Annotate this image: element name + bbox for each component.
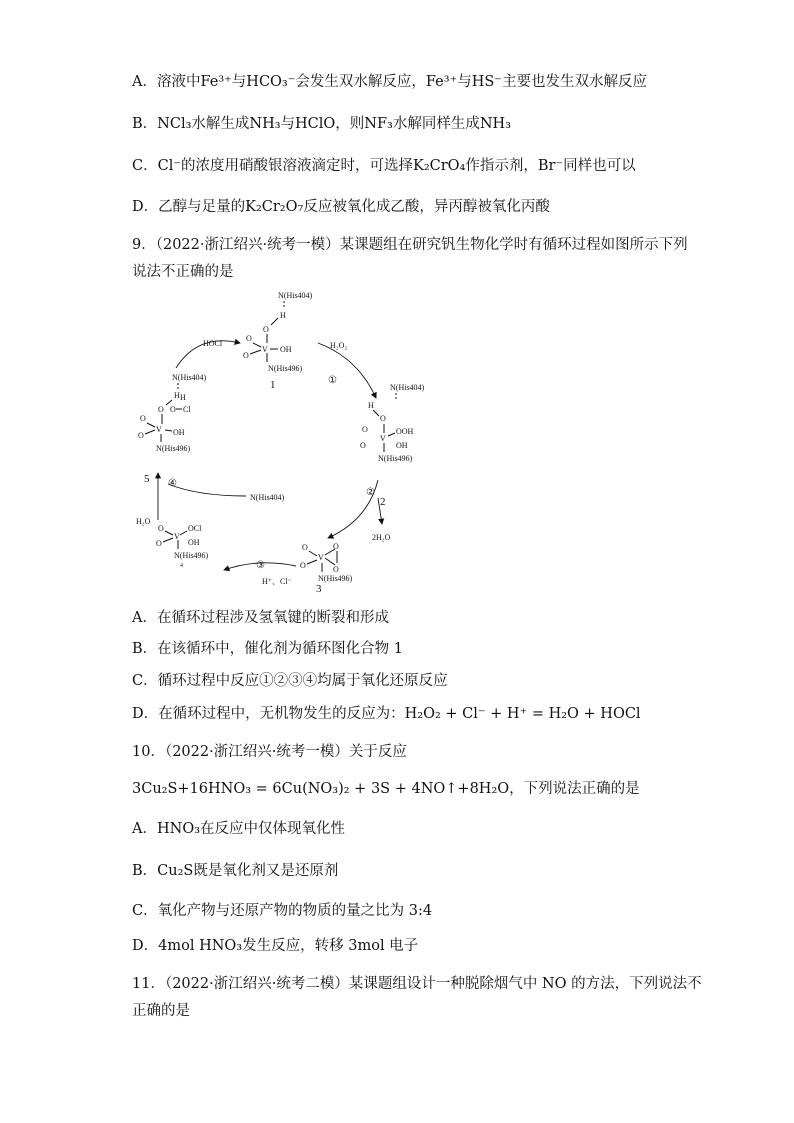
option-letter: B．: [132, 641, 158, 657]
q10-option-d: [132, 936, 418, 956]
option-text: 4mol HNO₃发生反应，转移 3mol 电子: [158, 938, 419, 954]
c3-o-left: O: [300, 561, 306, 570]
q11-stem-line1: 11．（2022·浙江绍兴·统考二模）某课题组设计一种脱除烟气中 NO 的方法，下列说法不: [132, 976, 702, 992]
q9-stem-line2: 说法不正确的是: [132, 264, 234, 280]
c5-o-left: O: [138, 431, 144, 440]
compound-number-2: 2: [380, 496, 386, 508]
option-text: 在循环过程中，无机物发生的反应为：H₂O₂ + Cl⁻ + H⁺ = H₂O + HOCl: [158, 706, 641, 722]
c4-o-top: O: [158, 524, 164, 533]
c4-n496: N(His496): [174, 551, 209, 560]
c3-o-ring2: O: [333, 565, 339, 574]
c5-n496: N(His496): [156, 444, 191, 453]
label-2h2o: 2H₂O: [372, 533, 391, 542]
c5-oh: OH: [173, 428, 185, 437]
c1-n496: N(His496): [268, 364, 303, 373]
q9-option-a: [132, 608, 389, 628]
c5-n404: N(His404): [172, 373, 207, 382]
q10-stem-line2: 3Cu₂S+16HNO₃ = 6Cu(NO₃)₂ + 3S + 4NO↑+8H₂O，下列说法正确的是: [132, 781, 640, 797]
c2-o-top: O: [362, 425, 368, 434]
label-h2o2: H₂O₂: [330, 341, 348, 350]
option-letter: D．: [132, 199, 159, 215]
c2-ooh: OOH: [396, 427, 414, 436]
q9-stem-line1: 9．（2022·浙江绍兴·统考一模）某课题组在研究钒生物化学时有循环过程如图所示下列: [132, 237, 688, 253]
c2-o: O: [380, 414, 386, 423]
q9-option-c: [132, 671, 448, 691]
option-text: Cl⁻的浓度用硝酸银溶液滴定时，可选择K₂CrO₄作指示剂，Br⁻同样也可以: [157, 158, 636, 174]
q9-option-d: [132, 704, 641, 724]
step-3: ③: [256, 560, 265, 571]
c3-o-ring1: O: [333, 542, 339, 551]
option-letter: A．: [132, 610, 157, 626]
c1-oh: OH: [280, 345, 292, 354]
option-text: 乙醇与足量的K₂Cr₂O₇反应被氧化成乙酸，异丙醇被氧化丙酸: [158, 199, 550, 215]
q8-option-d: [132, 197, 550, 217]
option-text: HNO₃在反应中仅体现氧化性: [156, 821, 346, 837]
c5-o: O: [158, 405, 164, 414]
compound-number-5: 5: [144, 473, 150, 485]
option-letter: C．: [132, 673, 158, 689]
c1-o: O: [263, 325, 269, 334]
option-letter: A．: [132, 821, 157, 837]
option-text: 溶液中Fe³⁺与HCO₃⁻会发生双水解反应，Fe³⁺与HS⁻主要也发生双水解反应: [156, 74, 647, 90]
c2-n496: N(His496): [378, 454, 413, 463]
compound-number-4: 4: [180, 563, 183, 569]
c5-v: V: [156, 425, 162, 434]
c2-h: H: [368, 401, 374, 410]
q10-option-c: [132, 901, 432, 921]
q10-option-b: [132, 861, 338, 881]
c4-oh: OH: [188, 538, 200, 547]
mid-n404: N(His404): [250, 493, 285, 502]
c2-v: V: [380, 434, 386, 443]
c1-n404: N(His404): [278, 291, 313, 300]
label-hocl: HOCl: [203, 339, 223, 348]
c4-v: V: [174, 532, 180, 541]
c5-cl: Cl: [183, 405, 191, 414]
c4-o-left: O: [156, 539, 162, 548]
c2-o-left: O: [360, 441, 366, 450]
vanadium-cycle-diagram: [128, 288, 448, 593]
q10-stem-line1: 10．（2022·浙江绍兴·统考一模）关于反应: [132, 744, 407, 760]
option-text: Cu₂S既是氧化剂又是还原剂: [157, 863, 339, 879]
option-letter: D．: [132, 938, 159, 954]
c4-ocl: OCl: [188, 524, 202, 533]
option-text: NCl₃水解生成NH₃与HClO，则NF₃水解同样生成NH₃: [157, 116, 512, 132]
q9-option-b: [132, 639, 403, 659]
option-letter: C．: [132, 158, 158, 174]
step-2: ②: [366, 487, 375, 498]
c2-n404: N(His404): [390, 383, 425, 392]
c5-h2: H: [180, 393, 186, 402]
c1-o-left: O: [243, 351, 249, 360]
compound-number-1: 1: [270, 379, 276, 391]
option-text: 在该循环中，催化剂为循环图化合物 1: [157, 641, 403, 657]
option-letter: A．: [132, 74, 157, 90]
c5-o-top: O: [140, 414, 146, 423]
q8-option-b: [132, 114, 511, 134]
option-letter: D．: [132, 706, 159, 722]
option-text: 循环过程中反应①②③④均属于氧化还原反应: [157, 673, 448, 689]
q8-option-a: [132, 72, 647, 92]
label-h-cl: H⁺、Cl⁻: [262, 577, 292, 586]
option-text: 氧化产物与还原产物的物质的量之比为 3:4: [157, 903, 433, 919]
option-letter: B．: [132, 116, 158, 132]
c3-v: V: [318, 553, 324, 562]
c1-v: V: [262, 345, 268, 354]
q8-option-c: [132, 156, 636, 176]
c1-h: H: [280, 311, 286, 320]
compound-number-3: 3: [316, 583, 322, 593]
q11-stem-line2: 正确的是: [132, 1003, 190, 1019]
step-1: ①: [328, 375, 337, 386]
option-text: 在循环过程涉及氢氧键的断裂和形成: [156, 610, 389, 626]
c1-o-top: O: [246, 334, 252, 343]
c5-o-cl: O: [170, 405, 176, 414]
option-letter: B．: [132, 863, 158, 879]
q10-option-a: [132, 819, 345, 839]
c3-n496: N(His496): [318, 574, 353, 583]
step-4: ④: [168, 478, 177, 489]
label-h2o: H₂O: [136, 517, 151, 526]
c3-o-top: O: [302, 543, 308, 552]
c5-h: H: [174, 391, 180, 400]
c2-oh: OH: [396, 441, 408, 450]
option-letter: C．: [132, 903, 158, 919]
